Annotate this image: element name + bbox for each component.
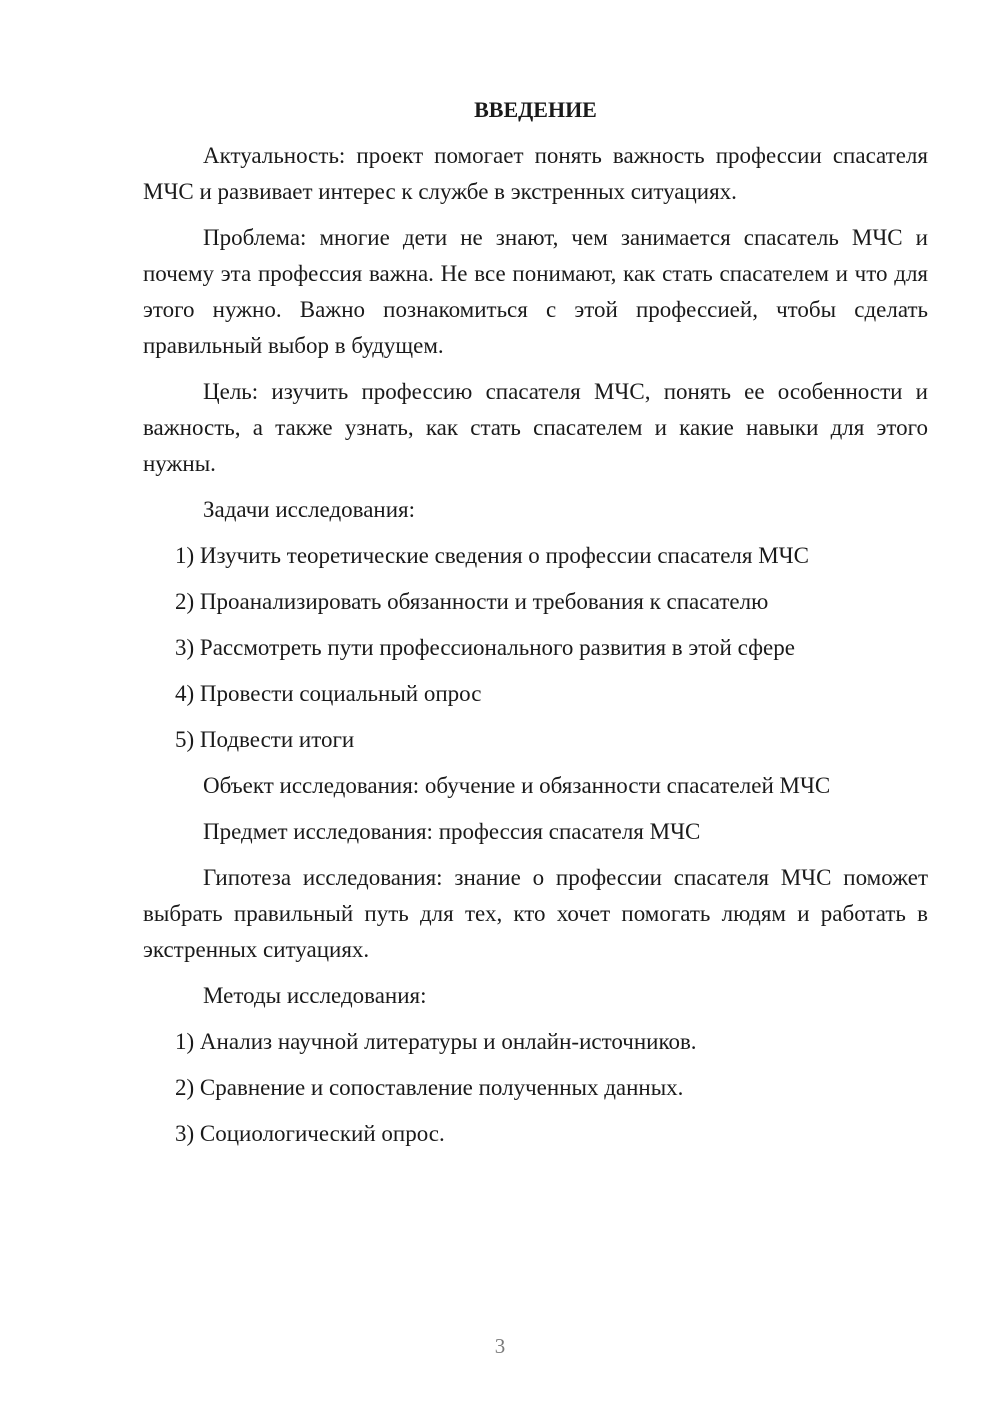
task-item: 5) Подвести итоги bbox=[175, 727, 355, 752]
goal-paragraph: Цель: изучить профессию спасателя МЧС, понять ее особенности и важность, а также узнать, как стать спасателем и какие навыки для этого нужны. bbox=[143, 379, 928, 476]
task-item: 1) Изучить теоретические сведения о профессии спасателя МЧС bbox=[175, 543, 809, 568]
section-title: ВВЕДЕНИЕ bbox=[474, 97, 597, 122]
task-item: 4) Провести социальный опрос bbox=[175, 681, 482, 706]
page-content bbox=[143, 94, 928, 1162]
methods-heading: Методы исследования: bbox=[203, 983, 427, 1008]
tasks-heading: Задачи исследования: bbox=[203, 497, 416, 522]
page-number: 3 bbox=[494, 1334, 506, 1358]
method-item: 3) Социологический опрос. bbox=[175, 1121, 445, 1146]
task-item: 2) Проанализировать обязанности и требования к спасателю bbox=[175, 589, 769, 614]
task-item: 3) Рассмотреть пути профессионального развития в этой сфере bbox=[175, 635, 795, 660]
hypothesis-paragraph: Гипотеза исследования: знание о профессии спасателя МЧС поможет выбрать правильный путь для тех, кто хочет помогать людям и работать в экстренных ситуациях. bbox=[143, 865, 928, 962]
research-subject: Предмет исследования: профессия спасателя МЧС bbox=[203, 819, 701, 844]
method-item: 2) Сравнение и сопоставление полученных данных. bbox=[175, 1075, 684, 1100]
relevance-paragraph: Актуальность: проект помогает понять важность профессии спасателя МЧС и развивает интерес к службе в экстренных ситуациях. bbox=[143, 143, 928, 204]
research-object: Объект исследования: обучение и обязанности спасателей МЧС bbox=[203, 773, 831, 798]
method-item: 1) Анализ научной литературы и онлайн-источников. bbox=[175, 1029, 697, 1054]
problem-paragraph: Проблема: многие дети не знают, чем занимается спасатель МЧС и почему эта профессия важна. Не все понимают, как стать спасателем и что для этого нужно. Важно познакомиться с этой профессией, чтобы сделать правильный выбор в будущем. bbox=[143, 225, 928, 358]
